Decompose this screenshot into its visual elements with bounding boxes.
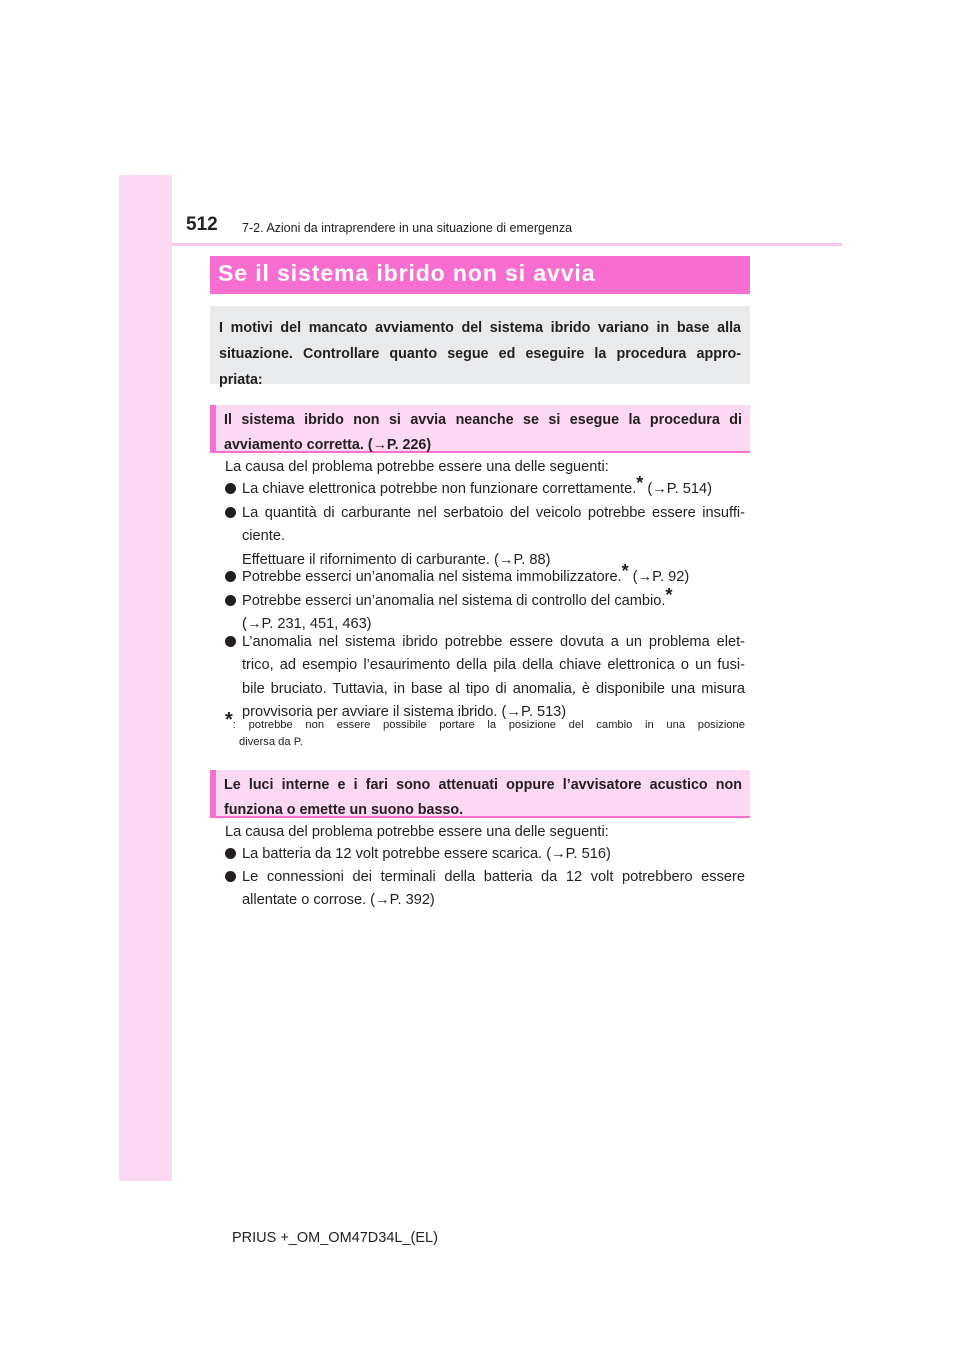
section-heading-line: avviamento corretta. (→P. 226): [224, 437, 432, 453]
bullet-text: ciente.: [242, 528, 285, 545]
bullet-text: La chiave elettronica potrebbe non funzionare correttamente.: [242, 481, 637, 497]
footnote-text: diversa da P.: [239, 736, 303, 748]
section2-lead: La causa del problema potrebbe essere una delle seguenti:: [225, 824, 609, 840]
page-title: Se il sistema ibrido non si avvia: [218, 260, 596, 286]
list-item: [225, 502, 745, 572]
header-divider: [172, 243, 842, 246]
list-item: [225, 866, 745, 913]
page-reference: (→P. 514): [643, 481, 712, 497]
section-heading-2: [210, 770, 750, 818]
footnote-star: *: [225, 709, 233, 731]
bullet-text: La quantità di carburante nel serbatoio del veicolo potrebbe essere insuffi-: [242, 505, 745, 521]
bullet-text: L’anomalia nel sistema ibrido potrebbe essere dovuta a un problema elet-: [242, 634, 745, 650]
document-code: PRIUS +_OM_OM47D34L_(EL): [232, 1230, 438, 1246]
page-reference: (→P. 231, 451, 463): [242, 616, 372, 633]
intro-box: [210, 306, 750, 388]
bullet-text: allentate o corrose. (→P. 392): [242, 892, 435, 909]
bullet-text: Potrebbe esserci un’anomalia nel sistema immobilizzatore.: [242, 569, 622, 585]
intro-line: priata:: [219, 372, 263, 388]
section1-lead: La causa del problema potrebbe essere una delle seguenti:: [225, 459, 609, 475]
bullet-icon: [225, 871, 236, 882]
bullet-icon: [225, 571, 236, 582]
bullet-text: provvisoria per avviare il sistema ibrido. (→P. 513): [242, 704, 567, 721]
section-heading-line: Le luci interne e i fari sono attenuati oppure l’avvisatore acustico non: [224, 777, 742, 793]
list-item: [225, 843, 745, 866]
section-heading-line: Il sistema ibrido non si avvia neanche se si esegue la procedura di: [224, 412, 742, 428]
list-item: [225, 473, 745, 501]
bullet-icon: [225, 507, 236, 518]
page-title-bar: [210, 256, 750, 294]
bullet-icon: [225, 595, 236, 606]
chapter-side-tab: [119, 175, 172, 1181]
bullet-text: Effettuare il rifornimento di carburante. (→P. 88): [242, 551, 551, 568]
bullet-icon: [225, 848, 236, 859]
bullet-icon: [225, 483, 236, 494]
bullet-text: trico, ad esempio l’esaurimento della pila della chiave elettronica o un fusi-: [242, 657, 745, 674]
intro-line: situazione. Controllare quanto segue ed eseguire la procedura appro-: [219, 346, 741, 362]
section-heading-line: funziona o emette un suono basso.: [224, 802, 464, 818]
bullet-icon: [225, 636, 236, 647]
footnote-star: *: [636, 473, 644, 493]
section-header: 7-2. Azioni da intraprendere in una situazione di emergenza: [242, 221, 573, 235]
bullet-text: Le connessioni dei terminali della batteria da 12 volt potrebbero essere: [242, 869, 745, 885]
bullet-text: La batteria da 12 volt potrebbe essere scarica. (→P. 516): [242, 846, 611, 862]
bullet-text: bile bruciato. Tuttavia, in base al tipo di anomalia, è disponibile una misura: [242, 680, 745, 697]
list-item: [225, 585, 745, 637]
footnote-star: *: [621, 561, 629, 581]
bullet-text: Potrebbe esserci un’anomalia nel sistema di controllo del cambio.: [242, 593, 666, 609]
footnote-star: *: [665, 585, 673, 605]
footnote-text: : potrebbe non essere possibile portare la posizione del cambio in una posizione: [232, 719, 745, 731]
list-item: [225, 631, 745, 725]
page-reference: (→P. 92): [628, 569, 690, 585]
intro-line: I motivi del mancato avviamento del sistema ibrido variano in base alla: [219, 320, 741, 336]
page-number: 512: [186, 214, 218, 235]
section-heading-1: [210, 405, 750, 453]
